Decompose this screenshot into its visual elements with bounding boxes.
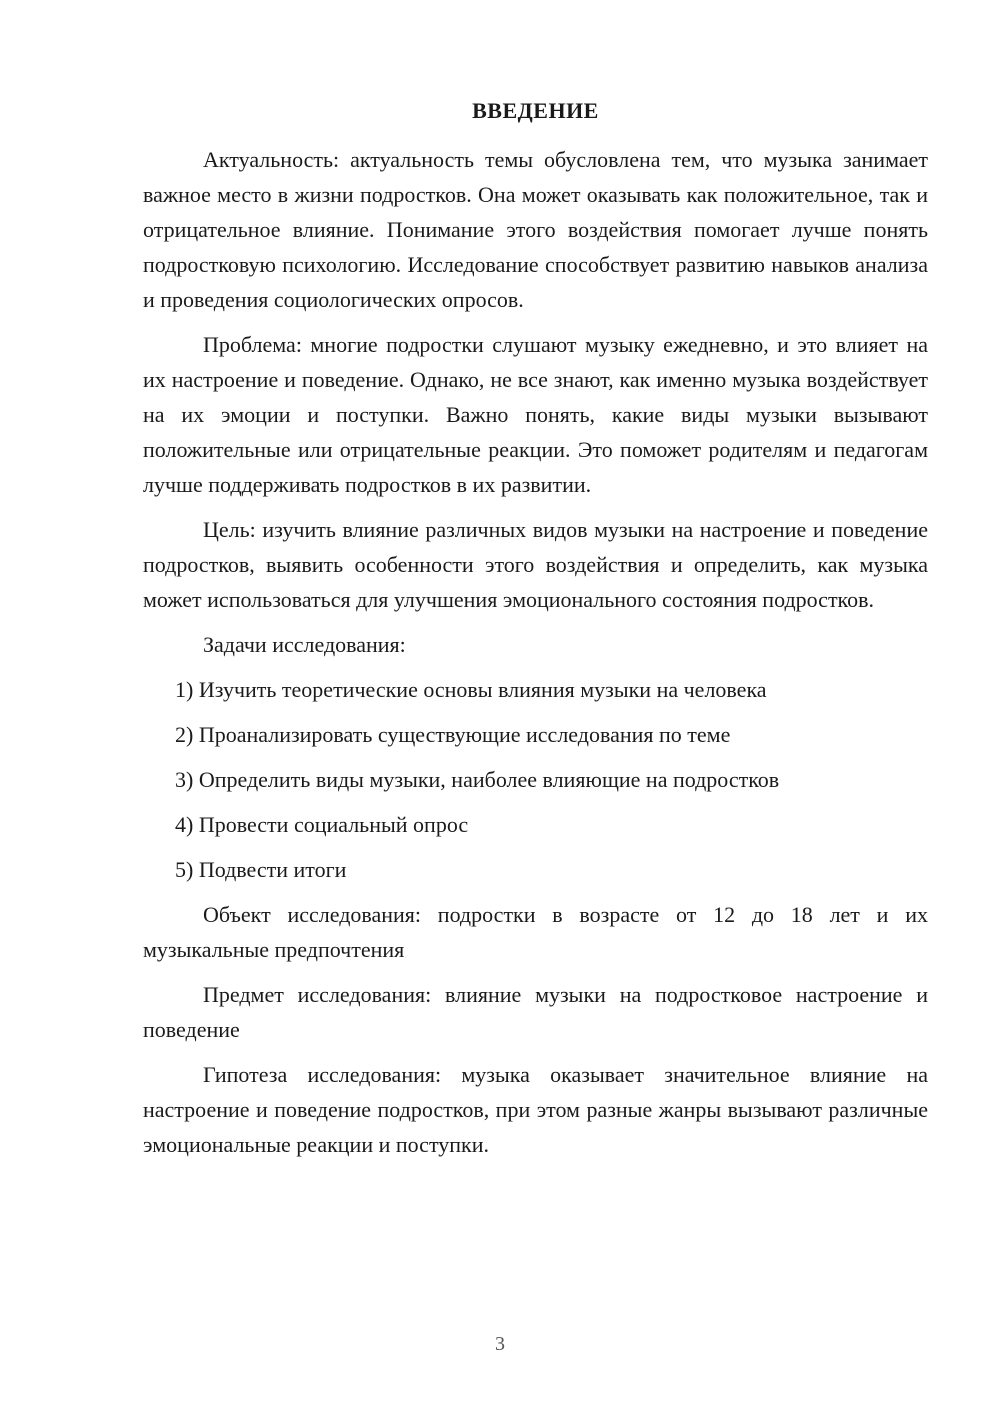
task-item: 3) Определить виды музыки, наиболее влияющие на подростков — [175, 767, 780, 792]
task-item: 5) Подвести итоги — [175, 857, 347, 882]
tasks-heading: Задачи исследования: — [203, 632, 406, 657]
task-list — [143, 672, 928, 887]
task-item: 4) Провести социальный опрос — [175, 812, 469, 837]
subject-paragraph: Предмет исследования: влияние музыки на подростковое настроение и поведение — [143, 982, 928, 1042]
document-page — [143, 96, 928, 1172]
problem-paragraph: Проблема: многие подростки слушают музыку ежедневно, и это влияет на их настроение и поведение. Однако, не все знают, как именно музыка воздействует на их эмоции и поступки. Важно понять, какие виды музыки вызывают положительные или отрицательные реакции. Это поможет родителям и педагогам лучше поддерживать подростков в их развитии. — [143, 332, 928, 497]
relevance-paragraph: Актуальность: актуальность темы обусловлена тем, что музыка занимает важное место в жизни подростков. Она может оказывать как положительное, так и отрицательное влияние. Понимание этого воздействия помогает лучше понять подростковую психологию. Исследование способствует развитию навыков анализа и проведения социологических опросов. — [143, 147, 928, 312]
section-title: ВВЕДЕНИЕ — [472, 98, 599, 123]
goal-paragraph: Цель: изучить влияние различных видов музыки на настроение и поведение подростков, выявить особенности этого воздействия и определить, как музыка может использоваться для улучшения эмоционального состояния подростков. — [143, 517, 928, 612]
hypothesis-paragraph: Гипотеза исследования: музыка оказывает значительное влияние на настроение и поведение подростков, при этом разные жанры вызывают различные эмоциональные реакции и поступки. — [143, 1062, 928, 1157]
task-item: 1) Изучить теоретические основы влияния музыки на человека — [175, 677, 767, 702]
task-item: 2) Проанализировать существующие исследования по теме — [175, 722, 731, 747]
page-number: 3 — [495, 1333, 505, 1355]
object-paragraph: Объект исследования: подростки в возрасте от 12 до 18 лет и их музыкальные предпочтения — [143, 902, 928, 962]
